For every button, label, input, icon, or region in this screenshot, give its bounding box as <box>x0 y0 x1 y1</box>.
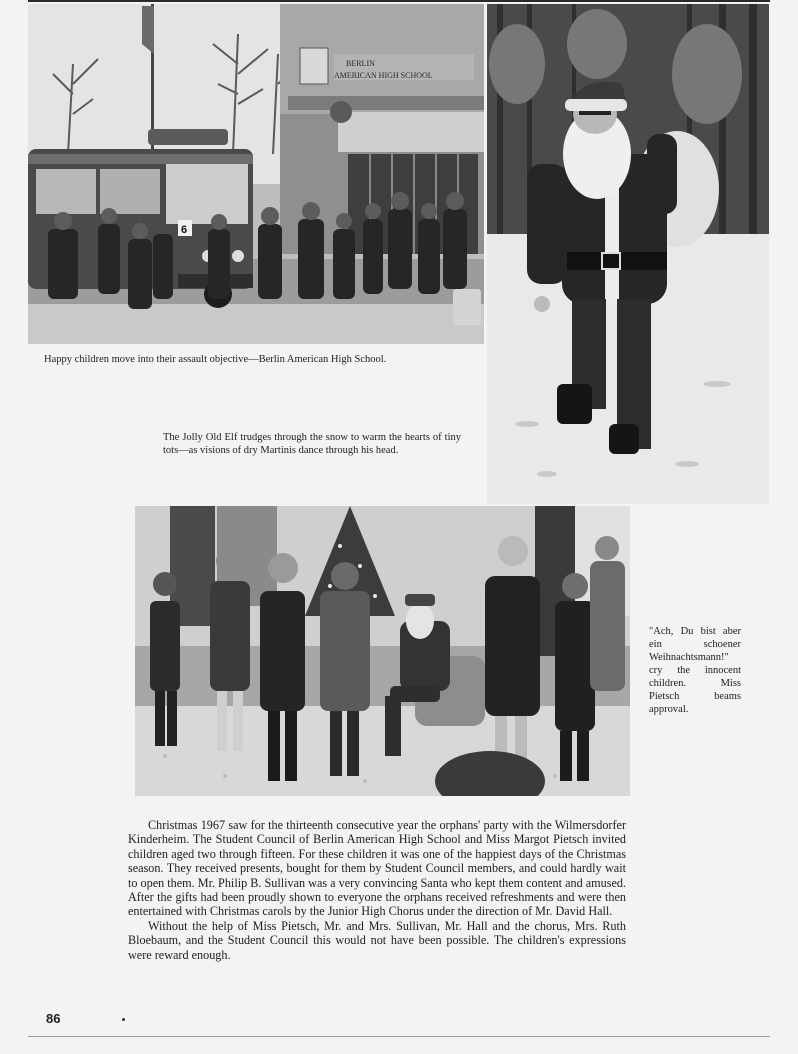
article-body <box>128 818 626 962</box>
caption-santa-photo: The Jolly Old Elf trudges through the snow to warm the hearts of tiny tots—as visions of dry Martinis dance through his head. <box>163 432 461 456</box>
photo-santa-in-snow <box>487 4 769 504</box>
school-sign-line2: AMERICAN HIGH SCHOOL <box>334 71 433 80</box>
print-speck <box>122 1018 125 1021</box>
photo-children-entering-school <box>28 4 484 344</box>
school-sign-line1: BERLIN <box>346 59 375 68</box>
article-paragraph: Christmas 1967 saw for the thirteenth consecutive year the orphans' party with the Wilmersdorfer Kinderheim. The Student Council of Berlin American High School and Miss Margot Pietsch invited children aged two through fifteen. For these children it was one of the happiest days of the Christmas season. They received presents, bought for them by Student Council members, and could hardly wait to open them. Mr. Philip B. Sullivan was a very convincing Santa who kept them content and amused. After the gifts had been proudly shown to everyone the orphans received refreshments and were then entertained with Christmas carols by the Junior High Chorus under the direction of Mr. David Hall. <box>128 818 626 919</box>
caption-party-photo: "Ach, Du bist aber ein schoener Weihnachtsmann!" cry the innocent children. Miss Pietsch beams approval. <box>649 626 741 715</box>
article-paragraph: Without the help of Miss Pietsch, Mr. and Mrs. Sullivan, Mr. Hall and the chorus, Mrs. Ruth Bloebaum, and the Student Council this would not have been possible. The children's expressions were reward enough. <box>128 918 626 962</box>
bottom-rule <box>28 1036 770 1037</box>
photo-orphans-party <box>135 506 630 796</box>
caption-bus-photo: Happy children move into their assault objective—Berlin American High School. <box>44 354 387 365</box>
page-number: 86 <box>46 1011 61 1026</box>
top-rule <box>28 0 770 2</box>
bus-number: 6 <box>181 224 188 236</box>
